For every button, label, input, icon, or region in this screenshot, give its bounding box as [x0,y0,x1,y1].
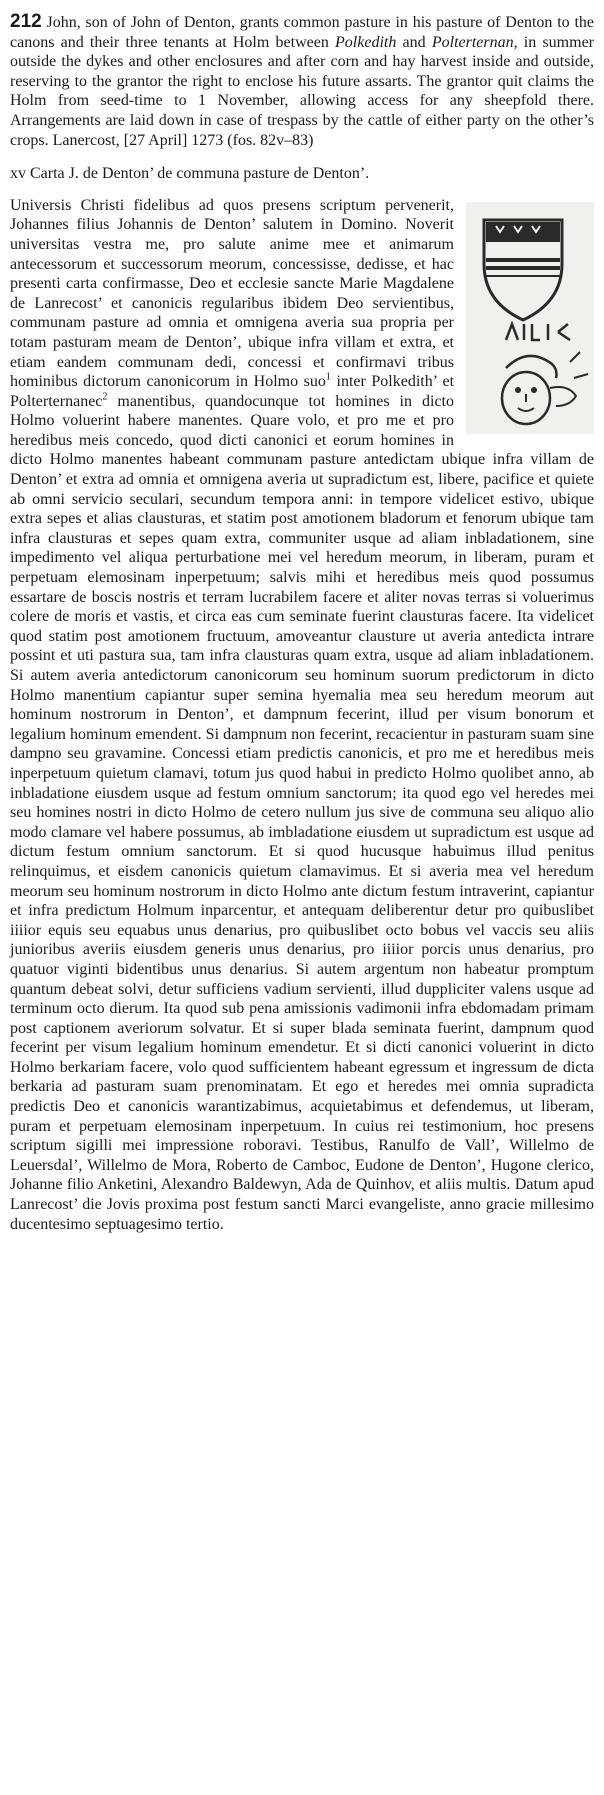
summary-place-polkedith: Polkedith [335,33,397,51]
summary-text-3: , in summer outside the dykes and other enclosures and after corn and hay harvest inside and outside, reserving to the grantor the right to enclose his future assarts. The grantor quit claims the Holm from seed-time to 1 November, allowing access for any sheepfold there. Arrangements are laid down in case of trespass by the cattle of either party on the other’s crops. Lanercost, [27 April] 1273 (fos. 82v–83) [10,33,594,149]
summary-place-polterternan: Polterternan [431,33,514,51]
footnote-marker-1[interactable]: 1 [325,371,331,383]
charter-text [10,196,594,1234]
summary-text-2: and [396,33,432,51]
charter-body-2: inter Polkedith’ et Polterternanec [10,373,455,410]
charter-body-1: Universis Christi fidelibus ad quos presens scriptum pervenerit, Johannes filius Johannis de Denton’ salutem in Domino. Noverit universitas vestra me, pro salute anime mee et animarum antecessorum et successorum meorum, concessisse, dedisse, et hac presenti carta confirmasse, Deo et ecclesie sancte Marie Magdalene de Lanrecost’ et canonicis regularibus ibidem Deo servientibus, communam pasture ad omnia et omnigena averia sua propria per totam pasturam meam de Denton’, ubique infra villam et extra, et etiam eandem communam dedi, concessi et confirmavi tribus hominibus dictorum canonicorum in Holmo suo [10,196,454,391]
seal-illustration [466,202,594,434]
charter-heading: xv Carta J. de Denton’ de communa pasture de Denton’. [10,165,370,183]
heraldic-shield-and-drawn-head-icon [466,202,594,434]
entry-summary [10,12,594,150]
footnote-marker-2[interactable]: 2 [102,391,108,403]
charter-body-3: manentibus, quandocunque tot homines in dicto Holmo voluerint habere manentes. Quare volo, et pro me et pro heredibus meis concedo, quod dicti canonici et eorum homines in dicto Holmo manentes habeant communam pasture antedictam ubique infra villam de Denton’ et extra ad omnia et omnigena averia ut supradictum est, libere, pacifice et quiete ab omni servicio seculari, secundum tempora anni: in tempore videlicet estivo, ubique extra sepes et alias clausturas, et statim post amotionem bladorum et fenorum ubique tam infra clausturas et sepes quam extra, communiter usque ad aliam inbladationem, sine impedimento vel aliqua perturbatione mei vel heredum meorum, in liberam, puram et perpetuam elemosinam inperpetuum; salvis mihi et heredibus meis quod possumus essartare de boscis nostris et terram lucrabilem facere et aliter novas terras si voluerimus colere de moris et vastis, et circa eas cum seminate fuerint clausturas facere. Ita videlicet quod statim post amotionem fructuum, amoveantur clausture ut averia antedicta intrare possint et uti pastura sua, tam infra clausturas quam extra, usque ad aliam inbladationem. Si autem averia antedictorum canonicorum seu hominum suorum predictorum in dicto Holmo manentium capiantur super semina hyemalia mea seu heredum meorum aut hominum nostrorum in Denton’, et dampnum fecerint, illud per visum bonorum et legalium hominum emendent. Si dampnum non fecerint, recacientur in pasturam suam sine dampno seu gravamine. Concessi etiam predictis canonicis, et pro me et heredibus meis inperpetuum quietum clamavi, totum jus quod habui in predicto Holmo quolibet anno, ab inbladatione eiusdem usque ad festum omnium sanctorum; ita quod ego vel heredes mei seu homines nostri in dicto Holmo de cetero nullum jus sive de communa seu aliquo alio modo clamare vel habere possumus, ab imbladatione eiusdem ut supradictum est usque ad dictum festum omnium sanctorum. Et si quod hucusque habuimus illud penitus relinquimus, et eisdem canonicis quietum clamavimus. Et si averia mea vel heredum meorum seu hominum nostrorum in dicto Holmo ante dictum festum intraverint, capiantur et infra predictum Holmum inparcentur, et antequam deliberentur detur pro quibuslibet iiiior equis seu equabus unus denarius, pro quibuslibet octo bobus vel vaccis seu aliis junioribus averiis eiusdem generis unus denarius, pro iiiior porcis unus denarius, pro quatuor viginti bidentibus unus denarius. Si autem argentum non habeatur promptum quantum debeat solvi, detur sufficiens vadium servienti, illud duppliciter valens usque ad terminum octo dierum. Ita quod sub pena amissionis vadimonii infra ebdomadam primam post captionem averiorum solvatur. Et si super blada seminata fuerint, dampnum quod fecerint per visum legalium hominum emendetur. Et si dicti canonici voluerint in dicto Holmo berkariam facere, volo quod sufficientem habeant egressum et ingressum de dicta berkaria ad pasturam suam prenominatam. Et ego et heredes mei omnia supradicta predictis Deo et canonicis warantizabimus, acquietabimus et defendemus, ut liberam, puram et perpetuam elemosinam inperpetuum. In cuius rei testimonium, hoc presens scriptum sigilli mei impressione roboravi. Testibus, Ranulfo de Vall’, Willelmo de Leuersdal’, Willelmo de Mora, Roberto de Camboc, Eudone de Denton’, Hugone clerico, Johanne filio Anketini, Alexandro Baldewyn, Ada de Quinhov, et aliis multis. Datum apud Lanrecost’ die Jovis proxima post festum sancti Marci evangeliste, anno gracie millesimo ducentesimo septuagesimo tertio. [10,392,594,1233]
summary-text-1: John, son of John of Denton, grants common pasture in his pasture of Denton to the canons and their three tenants at Holm between [10,14,595,51]
entry-number: 212 [10,11,42,32]
